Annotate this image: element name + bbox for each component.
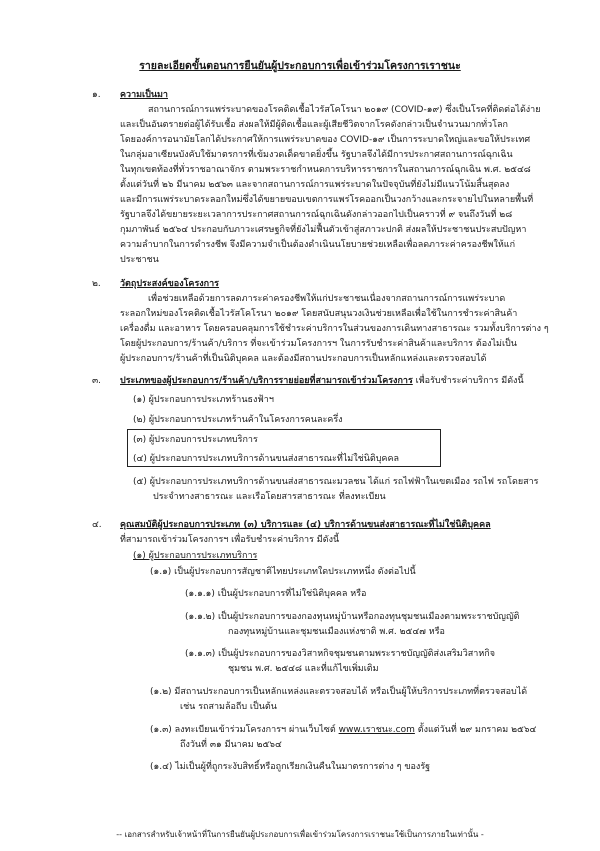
section-3-heading-tail: เพื่อรับชำระค่าบริการ มีดังนี้ bbox=[412, 376, 524, 386]
section-4-heading: คุณสมบัติผู้ประกอบการประเภท (๓) บริการและ (๔) บริการด้านขนส่งสาธารณะที่ไม่ใช่นิติบุคคล bbox=[120, 520, 491, 530]
section-2-line: เพื่อช่วยเหลือด้วยการลดภาระค่าครองชีพให้แก่ประชาชนเนื่องจากสถานการณ์การแพร่ระบาด bbox=[148, 294, 506, 304]
section-1-line: ในทุกเขตท้องที่ทั่วราชอาณาจักร ตามพระราชกำหนดการบริหารราชการในสถานการณ์ฉุกเฉิน พ.ศ. ๒๕๔๘ bbox=[120, 165, 531, 175]
criteria-subitem: (๑.๑.๑) เป็นผู้ประกอบการที่ไม่ใช่นิติบุคคล หรือ bbox=[185, 589, 367, 599]
section-3-item: (๓) ผู้ประกอบการประเภทบริการ bbox=[133, 435, 258, 445]
criteria-subitem: (๑.๑.๒) เป็นผู้ประกอบการของกองทุนหมู่บ้านหรือกองทุนชุมชนเมืองตามพระราชบัญญัติ bbox=[185, 612, 520, 622]
criteria-subitem-continued: กองทุนหมู่บ้านและชุมชนเมืองแห่งชาติ พ.ศ. ๒๕๔๗ หรือ bbox=[228, 627, 445, 637]
section-1-line: โดยองค์การอนามัยโลกได้ประกาศให้การแพร่ระบาดของ COVID-๑๙ เป็นการระบาดใหญ่และขอให้ประเทศ bbox=[120, 135, 531, 145]
criteria-subitem-continued: ชุมชน พ.ศ. ๒๕๔๘ และที่แก้ไขเพิ่มเติม bbox=[228, 664, 379, 674]
section-1-line: และมีการแพร่ระบาดระลอกใหม่ซึ่งได้ขยายขอบเขตการแพร่โรคออกเป็นวงกว้างและกระจายไปในหลายพื้นที่ bbox=[120, 195, 534, 205]
section-2-line: ผู้ประกอบการ/ร้านค้าที่เป็นนิติบุคคล และต้องมีสถานประกอบการเป็นหลักแหล่งและตรวจสอบได้ bbox=[120, 354, 487, 364]
document-title: รายละเอียดขั้นตอนการยืนยันผู้ประกอบการเพื่อเข้าร่วมโครงการเราชนะ bbox=[139, 60, 461, 72]
criteria-item bbox=[150, 724, 536, 736]
section-2-number: ๒. bbox=[92, 279, 101, 289]
section-1-heading: ความเป็นมา bbox=[120, 90, 168, 100]
registration-website-link[interactable]: www.เราชนะ.com bbox=[338, 725, 415, 735]
criteria-subitem: (๑.๑.๓) เป็นผู้ประกอบการของวิสาหกิจชุมชนตามพระราชบัญญัติส่งเสริมวิสาหกิจ bbox=[185, 649, 495, 659]
criteria-item-text: (๑.๓) ลงทะเบียนเข้าร่วมโครงการฯ ผ่านเว็บไซต์ bbox=[150, 725, 339, 735]
section-1-line: กุมภาพันธ์ ๒๕๖๔ ประกอบกับภาวะเศรษฐกิจที่ยังไม่ฟื้นตัวเข้าสู่สภาวะปกติ ส่งผลให้ประชาชนประสบปัญหา bbox=[120, 225, 527, 235]
section-3-heading: ประเภทของผู้ประกอบการ/ร้านค้า/บริการรายย่อยที่สามารถเข้าร่วมโครงการ bbox=[120, 376, 413, 386]
section-1-line: รัฐบาลจึงได้ขยายระยะเวลาการประกาศสถานการณ์ฉุกเฉินดังกล่าวออกไปเป็นคราวที่ ๙ จนถึงวันที่ ๒๘ bbox=[120, 210, 513, 220]
section-3-item: (๑) ผู้ประกอบการประเภทร้านธงฟ้าฯ bbox=[133, 395, 274, 405]
section-1-line: และเป็นอันตรายต่อผู้ได้รับเชื้อ ส่งผลให้มีผู้ติดเชื้อและผู้เสียชีวิตจากโรคดังกล่าวเป็นจำนวนมากทั่วโลก bbox=[120, 120, 508, 130]
section-1-number: ๑. bbox=[92, 90, 101, 100]
criteria-item: (๑.๔) ไม่เป็นผู้ที่ถูกระงับสิทธิ์หรือถูกเรียกเงินคืนในมาตรการต่าง ๆ ของรัฐ bbox=[150, 762, 431, 772]
footer-note: -- เอกสารสำหรับเจ้าหน้าที่ในการยืนยันผู้ประกอบการเพื่อเข้าร่วมโครงการเราชนะใช้เป็นการภายในเท่านั้น - bbox=[116, 830, 484, 839]
criteria-item: (๑.๑) เป็นผู้ประกอบการสัญชาติไทยประเภทใดประเภทหนึ่ง ดังต่อไปนี้ bbox=[150, 567, 416, 577]
section-2-line: โดยผู้ประกอบการ/ร้านค้า/บริการ ที่จะเข้าร่วมโครงการฯ ในการรับชำระค่าสินค้าและบริการ ต้องไม่เป็น bbox=[120, 339, 517, 349]
section-3-item-continued: ประจำทางสาธารณะ และเรือโดยสารสาธารณะ ที่ลงทะเบียน bbox=[153, 492, 386, 502]
section-4-number: ๔. bbox=[92, 520, 102, 530]
criteria-item: (๑.๒) มีสถานประกอบการเป็นหลักแหล่งและตรวจสอบได้ หรือเป็นผู้ให้บริการประเภทที่ตรวจสอบได้ bbox=[150, 687, 528, 697]
section-3-heading-line bbox=[120, 375, 524, 387]
criteria-item-text: ตั้งแต่วันที่ ๒๙ มกราคม ๒๕๖๔ bbox=[414, 725, 537, 735]
section-3-item: (๔) ผู้ประกอบการประเภทบริการด้านขนส่งสาธารณะที่ไม่ใช่นิติบุคคล bbox=[133, 454, 399, 464]
section-1-line: ตั้งแต่วันที่ ๒๖ มีนาคม ๒๕๖๓ และจากสถานการณ์การแพร่ระบาดในปัจจุบันที่ยังไม่มีแนวโน้มสิ้นสุดลง bbox=[120, 180, 510, 190]
section-3-item: (๕) ผู้ประกอบการประเภทบริการด้านขนส่งสาธารณะมวลชน ได้แก่ รถไฟฟ้าในเขตเมือง รถไฟ รถโดยสาร bbox=[133, 477, 539, 487]
section-1-line: ความลำบากในการดำรงชีพ จึงมีความจำเป็นต้องดำเนินนโยบายช่วยเหลือเพื่อลดภาระค่าครองชีพให้แก่ bbox=[120, 240, 516, 250]
section-2-heading: วัตถุประสงค์ของโครงการ bbox=[120, 279, 220, 289]
section-1-line: สถานการณ์การแพร่ระบาดของโรคติดเชื้อไวรัสโคโรนา ๒๐๑๙ (COVID-๑๙) ซึ่งเป็นโรคที่ติดต่อได้ง่าย bbox=[148, 105, 541, 115]
section-2-line: เครื่องดื่ม และอาหาร โดยครอบคลุมการใช้ชำระค่าบริการในส่วนของการเดินทางสาธารณะ รวมทั้งบริการต่าง ๆ bbox=[120, 324, 549, 334]
section-3-number: ๓. bbox=[92, 376, 102, 386]
criteria-item-continued: เช่น รถสามล้อถีบ เป็นต้น bbox=[180, 702, 277, 712]
section-1-line: ในกลุ่มอาเซียนบังคับใช้มาตรการที่เข้มงวดเด็ดขาดยิ่งขึ้น รัฐบาลจึงได้มีการประกาศสถานการณ์ฉุกเฉิน bbox=[120, 150, 513, 160]
section-3-item: (๒) ผู้ประกอบการประเภทร้านค้าในโครงการคนละครึ่ง bbox=[133, 415, 343, 425]
section-4-subheading: ที่สามารถเข้าร่วมโครงการฯ เพื่อรับชำระค่าบริการ มีดังนี้ bbox=[120, 535, 340, 545]
service-provider-group: (๑) ผู้ประกอบการประเภทบริการ bbox=[133, 551, 258, 561]
section-2-line: ระลอกใหม่ของโรคติดเชื้อไวรัสโคโรนา ๒๐๑๙ โดยสนับสนุนวงเงินช่วยเหลือเพื่อใช้ในการชำระค่าสินค้า bbox=[120, 309, 518, 319]
section-1-line: ประชาชน bbox=[120, 255, 159, 265]
criteria-item-continued: ถึงวันที่ ๓๑ มีนาคม ๒๕๖๔ bbox=[180, 740, 282, 750]
